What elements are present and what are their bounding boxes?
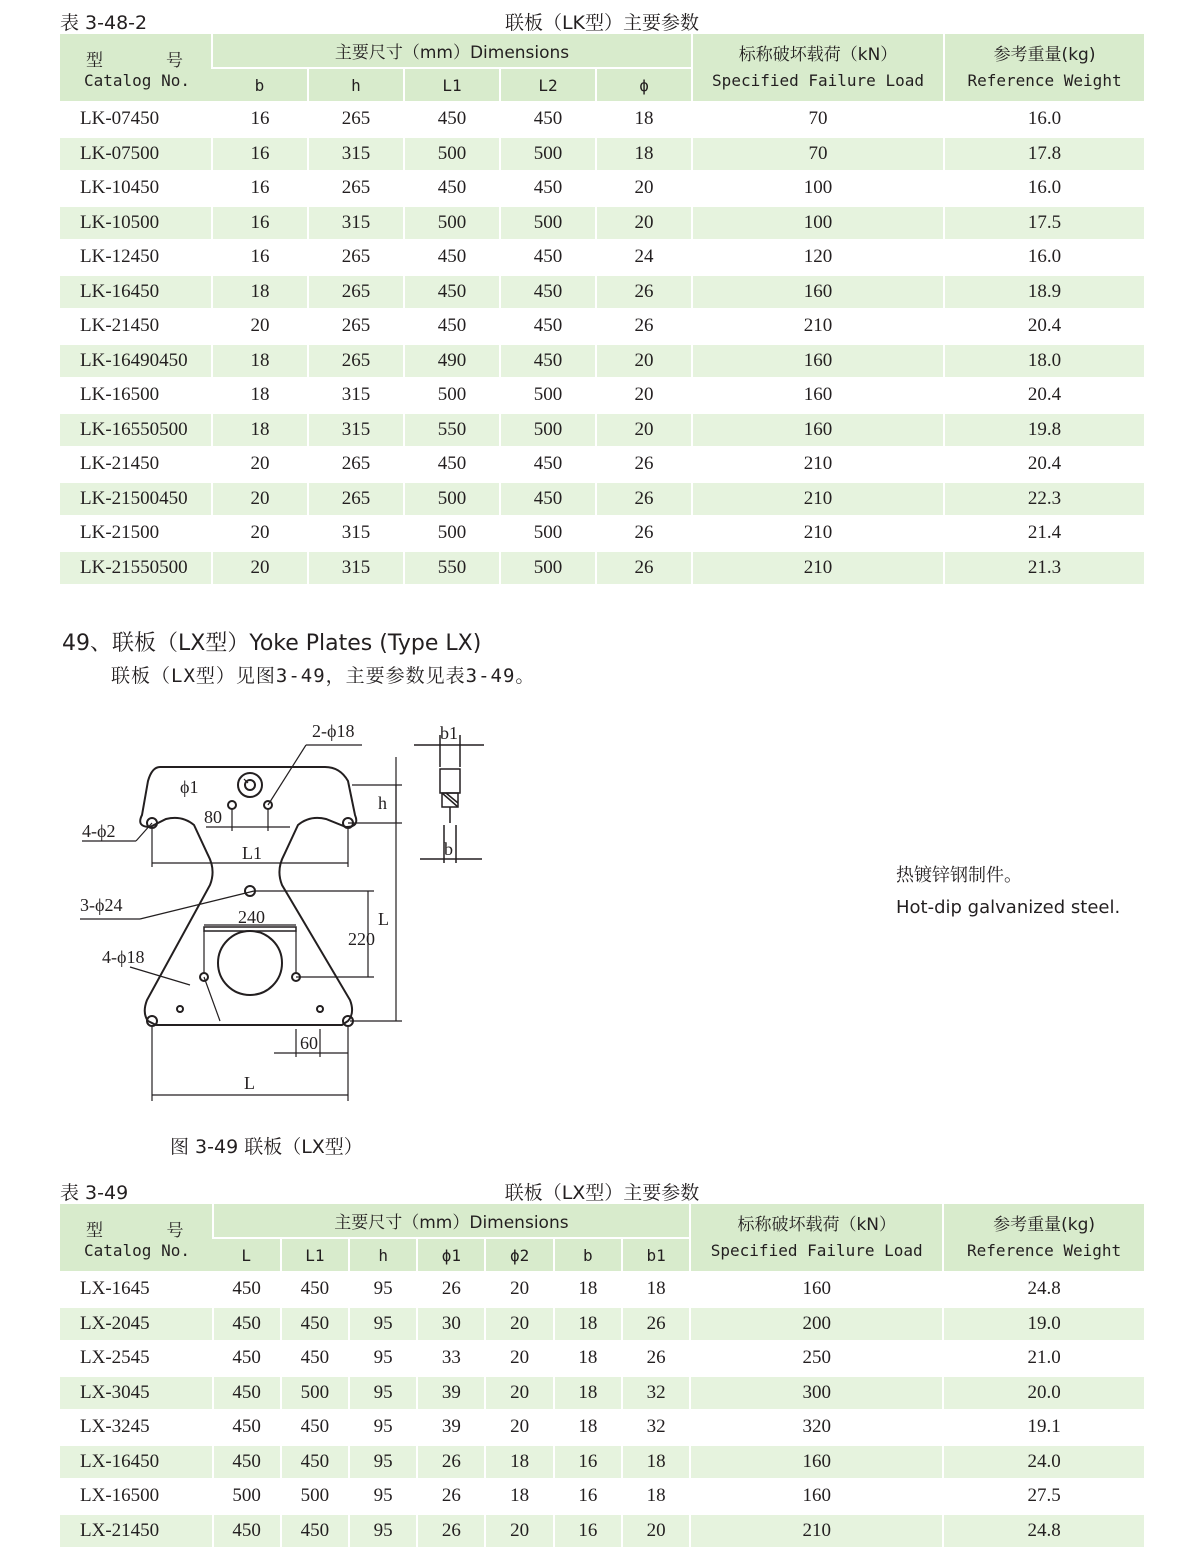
table1-number: 表 3-48-2: [60, 12, 148, 34]
label-4-phi18: 4-ϕ18: [102, 947, 145, 967]
failure-load-header: 标称破坏载荷（kN） Specified Failure Load: [690, 1204, 943, 1272]
table-cell: 500: [500, 516, 596, 551]
table-cell: 20: [622, 1514, 690, 1549]
hole: [228, 801, 236, 809]
table-row: [60, 1376, 1144, 1411]
table-cell: 265: [308, 309, 404, 344]
table-cell: 95: [349, 1410, 417, 1445]
table2-heading: [60, 1178, 1144, 1204]
table-cell: 20.4: [944, 447, 1144, 482]
table-cell: 500: [404, 206, 500, 241]
dimensions-header: 主要尺寸（mm）Dimensions: [213, 1204, 691, 1238]
table-cell: 19.8: [944, 413, 1144, 448]
table-cell: 500: [213, 1479, 281, 1514]
table-cell: 315: [308, 516, 404, 551]
catalog-header: 型 号 Catalog No.: [60, 1204, 213, 1272]
table-cell: 490: [404, 344, 500, 379]
table-cell: 500: [500, 137, 596, 172]
table-cell: 500: [404, 516, 500, 551]
table-row: [60, 551, 1144, 586]
table-cell: 265: [308, 102, 404, 137]
table-cell: 450: [213, 1341, 281, 1376]
table-cell: 210: [692, 551, 944, 586]
catalog-number-cell: LX-16450: [60, 1445, 213, 1480]
table-cell: 26: [622, 1341, 690, 1376]
table-cell: 26: [596, 482, 692, 517]
table-cell: 20: [212, 309, 308, 344]
table-cell: 300: [690, 1376, 943, 1411]
catalog-number-cell: LX-21450: [60, 1514, 213, 1549]
table-cell: 26: [417, 1272, 485, 1307]
catalog-number-cell: LX-1645: [60, 1272, 213, 1307]
label-2-phi18: 2-ϕ18: [312, 721, 355, 741]
table-cell: 20: [485, 1376, 553, 1411]
table-cell: 450: [404, 275, 500, 310]
table-cell: 20: [596, 171, 692, 206]
table-cell: 315: [308, 378, 404, 413]
table2-number: 表 3-49: [60, 1182, 129, 1204]
catalog-number-cell: LK-16500: [60, 378, 212, 413]
material-note-en: Hot-dip galvanized steel.: [896, 897, 1121, 918]
table-cell: 265: [308, 447, 404, 482]
table-cell: 70: [692, 137, 944, 172]
table-row: [60, 206, 1144, 241]
catalog-number-cell: LK-10500: [60, 206, 212, 241]
col-header: L1: [281, 1238, 349, 1272]
table-cell: 16.0: [944, 171, 1144, 206]
table-cell: 20: [212, 482, 308, 517]
table-cell: 450: [500, 171, 596, 206]
table-row: [60, 1307, 1144, 1342]
table-row: [60, 516, 1144, 551]
table-cell: 450: [500, 102, 596, 137]
table-cell: 315: [308, 137, 404, 172]
table-cell: 18: [596, 102, 692, 137]
table-cell: 210: [692, 482, 944, 517]
table-row: [60, 482, 1144, 517]
table-cell: 18: [554, 1272, 622, 1307]
table-cell: 450: [213, 1307, 281, 1342]
table-cell: 95: [349, 1479, 417, 1514]
col-header: ϕ1: [417, 1238, 485, 1272]
table-cell: 20: [212, 447, 308, 482]
table-cell: 16: [212, 137, 308, 172]
table-cell: 18: [554, 1307, 622, 1342]
label-L-bottom: L: [244, 1073, 255, 1093]
material-note: [896, 860, 1120, 924]
table-row: [60, 309, 1144, 344]
table-cell: 16: [554, 1514, 622, 1549]
table-cell: 450: [500, 275, 596, 310]
table-cell: 26: [596, 516, 692, 551]
table-cell: 210: [692, 309, 944, 344]
label-60: 60: [300, 1033, 318, 1053]
catalog-number-cell: LX-2545: [60, 1341, 213, 1376]
table-cell: 265: [308, 171, 404, 206]
table-cell: 18: [485, 1445, 553, 1480]
table-cell: 24.8: [943, 1514, 1144, 1549]
table-row: [60, 137, 1144, 172]
table-cell: 210: [690, 1514, 943, 1549]
table-cell: 120: [692, 240, 944, 275]
col-header: b: [554, 1238, 622, 1272]
table-cell: 265: [308, 275, 404, 310]
catalog-number-cell: LK-21550500: [60, 551, 212, 586]
table-cell: 160: [692, 378, 944, 413]
table-cell: 20: [596, 344, 692, 379]
table-cell: 210: [692, 516, 944, 551]
table-cell: 17.5: [944, 206, 1144, 241]
table-cell: 450: [281, 1341, 349, 1376]
catalog-number-cell: LK-21450: [60, 309, 212, 344]
table-cell: 95: [349, 1341, 417, 1376]
col-header: h: [308, 68, 404, 102]
table-cell: 32: [622, 1410, 690, 1445]
table-cell: 450: [404, 447, 500, 482]
table-cell: 18: [554, 1341, 622, 1376]
table-cell: 160: [690, 1479, 943, 1514]
table-row: [60, 1514, 1144, 1549]
table-cell: 26: [596, 551, 692, 586]
table-cell: 16: [554, 1479, 622, 1514]
catalog-number-cell: LX-2045: [60, 1307, 213, 1342]
table-cell: 20.0: [943, 1376, 1144, 1411]
table-cell: 500: [500, 206, 596, 241]
catalog-number-cell: LK-07500: [60, 137, 212, 172]
table-row: [60, 1341, 1144, 1376]
catalog-header: 型 号 Catalog No.: [60, 34, 212, 102]
table-row: [60, 240, 1144, 275]
table-cell: 16: [212, 171, 308, 206]
col-header: L: [213, 1238, 281, 1272]
table-cell: 20: [596, 206, 692, 241]
table2-title: 联板（LX型）主要参数: [504, 1182, 700, 1204]
table-cell: 18: [622, 1479, 690, 1514]
table-cell: 26: [596, 275, 692, 310]
label-L1: L1: [242, 843, 262, 863]
catalog-number-cell: LX-16500: [60, 1479, 213, 1514]
table-cell: 20: [212, 516, 308, 551]
table-cell: 315: [308, 413, 404, 448]
table-cell: 450: [281, 1272, 349, 1307]
table-cell: 30: [417, 1307, 485, 1342]
label-240: 240: [238, 907, 265, 927]
table-cell: 320: [690, 1410, 943, 1445]
table-cell: 265: [308, 482, 404, 517]
table-cell: 450: [281, 1514, 349, 1549]
table-cell: 27.5: [943, 1479, 1144, 1514]
table-cell: 450: [213, 1376, 281, 1411]
table-row: [60, 378, 1144, 413]
table-cell: 26: [417, 1514, 485, 1549]
label-phi1: ϕ1: [180, 777, 199, 797]
table-cell: 95: [349, 1376, 417, 1411]
table-cell: 20.4: [944, 309, 1144, 344]
hole: [177, 1006, 183, 1012]
table-cell: 450: [500, 344, 596, 379]
col-header: b: [212, 68, 308, 102]
table-cell: 16.0: [944, 240, 1144, 275]
table-cell: 18: [554, 1376, 622, 1411]
table-cell: 16: [212, 240, 308, 275]
table-cell: 265: [308, 240, 404, 275]
table-cell: 450: [281, 1307, 349, 1342]
catalog-number-cell: LK-16450: [60, 275, 212, 310]
table-cell: 95: [349, 1514, 417, 1549]
table-cell: 450: [213, 1445, 281, 1480]
table-cell: 450: [404, 240, 500, 275]
table-cell: 20: [596, 378, 692, 413]
phi1-hole: [238, 773, 262, 797]
table-cell: 18: [622, 1272, 690, 1307]
table-cell: 500: [404, 137, 500, 172]
table-cell: 24.8: [943, 1272, 1144, 1307]
table-row: [60, 413, 1144, 448]
table-cell: 24.0: [943, 1445, 1144, 1480]
table-cell: 21.3: [944, 551, 1144, 586]
table-row: [60, 344, 1144, 379]
table-cell: 32: [622, 1376, 690, 1411]
table-cell: 70: [692, 102, 944, 137]
label-b1: b1: [440, 723, 458, 743]
table-cell: 19.1: [943, 1410, 1144, 1445]
catalog-number-cell: LK-21450: [60, 447, 212, 482]
table-cell: 16: [212, 206, 308, 241]
catalog-number-cell: LK-07450: [60, 102, 212, 137]
table-cell: 39: [417, 1376, 485, 1411]
catalog-number-cell: LK-16490450: [60, 344, 212, 379]
table-cell: 18: [622, 1445, 690, 1480]
catalog-number-cell: LK-12450: [60, 240, 212, 275]
table-cell: 18: [212, 413, 308, 448]
table-cell: 26: [596, 447, 692, 482]
table-cell: 16: [554, 1445, 622, 1480]
table1-heading: [60, 8, 1144, 34]
table-cell: 160: [692, 344, 944, 379]
table-cell: 500: [500, 413, 596, 448]
table-row: [60, 1479, 1144, 1514]
label-L-side: L: [378, 909, 389, 929]
table-cell: 33: [417, 1341, 485, 1376]
table-cell: 450: [404, 102, 500, 137]
table-cell: 160: [690, 1445, 943, 1480]
table-cell: 39: [417, 1410, 485, 1445]
table-cell: 26: [417, 1479, 485, 1514]
section-subtitle: 联板（LX型）见图3-49，主要参数见表3-49。: [111, 665, 536, 687]
table-cell: 550: [404, 551, 500, 586]
table-cell: 21.4: [944, 516, 1144, 551]
section-title: 49、联板（LX型）Yoke Plates (Type LX): [62, 631, 482, 656]
table-cell: 20: [596, 413, 692, 448]
table-cell: 20: [485, 1272, 553, 1307]
table-cell: 20: [485, 1307, 553, 1342]
table-cell: 95: [349, 1272, 417, 1307]
hole: [317, 1006, 323, 1012]
catalog-number-cell: LK-21500450: [60, 482, 212, 517]
table-row: [60, 1445, 1144, 1480]
table-cell: 95: [349, 1445, 417, 1480]
table-cell: 160: [692, 413, 944, 448]
table-cell: 18.9: [944, 275, 1144, 310]
table-cell: 450: [213, 1410, 281, 1445]
dimensions-header: 主要尺寸（mm）Dimensions: [212, 34, 692, 68]
table-cell: 500: [404, 378, 500, 413]
catalog-number-cell: LK-16550500: [60, 413, 212, 448]
table-cell: 250: [690, 1341, 943, 1376]
table-cell: 20.4: [944, 378, 1144, 413]
table-cell: 22.3: [944, 482, 1144, 517]
table-cell: 450: [500, 447, 596, 482]
table-cell: 16: [212, 102, 308, 137]
table-cell: 21.0: [943, 1341, 1144, 1376]
failure-load-header: 标称破坏载荷（kN） Specified Failure Load: [692, 34, 944, 102]
table-cell: 18: [554, 1410, 622, 1445]
col-header: h: [349, 1238, 417, 1272]
table-cell: 160: [690, 1272, 943, 1307]
table-cell: 450: [213, 1272, 281, 1307]
table-cell: 265: [308, 344, 404, 379]
table-cell: 500: [500, 378, 596, 413]
table-cell: 450: [404, 309, 500, 344]
table-cell: 160: [692, 275, 944, 310]
table-cell: 200: [690, 1307, 943, 1342]
col-header: L2: [500, 68, 596, 102]
weight-header: 参考重量(kg) Reference Weight: [944, 34, 1144, 102]
table-cell: 500: [404, 482, 500, 517]
label-80: 80: [204, 807, 222, 827]
catalog-number-cell: LK-21500: [60, 516, 212, 551]
table-cell: 550: [404, 413, 500, 448]
table-cell: 16.0: [944, 102, 1144, 137]
table-row: [60, 171, 1144, 206]
table-cell: 18.0: [944, 344, 1144, 379]
table-cell: 20: [485, 1410, 553, 1445]
table-cell: 18: [485, 1479, 553, 1514]
table-cell: 500: [500, 551, 596, 586]
material-note-cn: 热镀锌钢制件。: [896, 865, 1022, 886]
table-row: [60, 102, 1144, 137]
figure-caption: 图 3-49 联板（LX型）: [170, 1136, 363, 1158]
table-cell: 18: [212, 378, 308, 413]
table-cell: 450: [404, 171, 500, 206]
table-cell: 315: [308, 206, 404, 241]
table-cell: 17.8: [944, 137, 1144, 172]
table-row: [60, 1410, 1144, 1445]
table-cell: 500: [281, 1479, 349, 1514]
table-cell: 450: [281, 1410, 349, 1445]
label-3-phi24: 3-ϕ24: [80, 895, 123, 915]
table-cell: 18: [212, 344, 308, 379]
table-cell: 20: [485, 1514, 553, 1549]
table-cell: 100: [692, 206, 944, 241]
table-cell: 24: [596, 240, 692, 275]
table-cell: 95: [349, 1307, 417, 1342]
catalog-number-cell: LK-10450: [60, 171, 212, 206]
table-cell: 450: [500, 482, 596, 517]
lk-parameter-table: [60, 34, 1144, 586]
table-cell: 210: [692, 447, 944, 482]
table-cell: 450: [500, 240, 596, 275]
table-row: [60, 447, 1144, 482]
table-cell: 26: [417, 1445, 485, 1480]
center-large-hole: [218, 931, 282, 995]
label-b: b: [444, 839, 453, 859]
table-cell: 20: [212, 551, 308, 586]
col-header: ϕ: [596, 68, 692, 102]
catalog-number-cell: LX-3245: [60, 1410, 213, 1445]
col-header: b1: [622, 1238, 690, 1272]
label-4-phi2: 4-ϕ2: [82, 821, 116, 841]
table-row: [60, 1272, 1144, 1307]
table-cell: 20: [485, 1341, 553, 1376]
table-row: [60, 275, 1144, 310]
table-cell: 26: [596, 309, 692, 344]
table1-title: 联板（LK型）主要参数: [504, 12, 700, 34]
lx-parameter-table: [60, 1204, 1144, 1549]
label-h: h: [378, 793, 387, 813]
table-cell: 100: [692, 171, 944, 206]
table-cell: 18: [212, 275, 308, 310]
table-cell: 500: [281, 1376, 349, 1411]
col-header: ϕ2: [485, 1238, 553, 1272]
table-cell: 450: [500, 309, 596, 344]
table-cell: 18: [596, 137, 692, 172]
label-220: 220: [348, 929, 375, 949]
weight-header: 参考重量(kg) Reference Weight: [943, 1204, 1144, 1272]
table-cell: 450: [281, 1445, 349, 1480]
catalog-number-cell: LX-3045: [60, 1376, 213, 1411]
yoke-plate-drawing: [70, 715, 510, 1115]
table-cell: 315: [308, 551, 404, 586]
table-cell: 450: [213, 1514, 281, 1549]
col-header: L1: [404, 68, 500, 102]
table-cell: 26: [622, 1307, 690, 1342]
table-cell: 19.0: [943, 1307, 1144, 1342]
